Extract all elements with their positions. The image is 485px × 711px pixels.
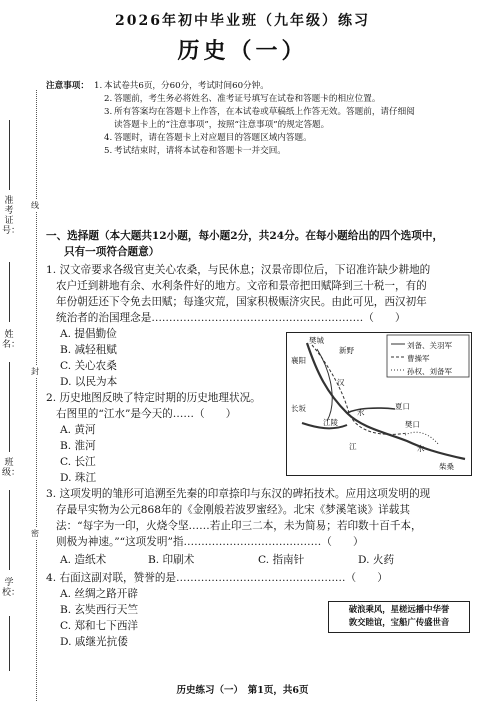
legend-entry: 曹操军	[407, 354, 430, 363]
historical-map	[286, 332, 472, 476]
binding-mark-secret: 密	[31, 529, 39, 538]
binding-dotted-line	[36, 90, 37, 701]
option-a[interactable]: A. 提倡勤俭	[60, 328, 117, 340]
option-c[interactable]: C. 关心农桑	[60, 360, 117, 372]
option-c[interactable]: C. 郑和七下西洋	[60, 620, 139, 632]
question-2-options	[60, 422, 96, 486]
option-d[interactable]: D. 火药	[358, 554, 395, 566]
map-label: 水	[357, 408, 365, 417]
option-d[interactable]: D. 珠江	[60, 472, 97, 484]
question-1-options	[60, 326, 117, 390]
option-b[interactable]: B. 玄奘西行天竺	[60, 604, 139, 616]
class-label: 班级：	[2, 458, 21, 478]
question-4: 4. 右面这副对联，赞誉的是…………………………………………（ ）	[46, 572, 388, 584]
map-label: 襄阳	[291, 356, 306, 365]
school-label: 学校：	[2, 578, 21, 598]
legend-entry: 刘备、关羽军	[407, 341, 452, 350]
option-d[interactable]: D. 戚继光抗倭	[60, 636, 128, 648]
subject-title: 历史（一）	[177, 38, 308, 64]
binding-mark-line: 线	[31, 201, 39, 210]
map-label: 新野	[339, 346, 354, 355]
map-label: 汉	[337, 378, 345, 387]
option-b[interactable]: B. 印刷术	[148, 554, 195, 566]
exam-number-label: 准考证号：	[2, 196, 21, 236]
map-label: 樊城	[309, 336, 324, 345]
map-label: 长坂	[291, 404, 306, 413]
section-heading: 一、选择题（本大题共12小题，每小题2分，共24分。在每小题给出的四个选项中， 只有一项符合题意）	[46, 230, 444, 258]
option-d[interactable]: D. 以民为本	[60, 376, 118, 388]
question-4-options	[60, 586, 138, 650]
notice-item: 答题前，考生务必将姓名、准考证号填写在试卷和答题卡的相应位置。	[114, 94, 381, 104]
map-label: 江陵	[323, 418, 338, 427]
map-label: 水	[417, 444, 425, 453]
notices-label: 注意事项：	[46, 81, 89, 91]
map-label: 江	[349, 442, 357, 451]
notice-item: 本试卷共6页，分60分，考试时间60分钟。	[104, 81, 269, 91]
notice-item: 所有答案均在答题卡上作答，在本试卷或草稿纸上作答无效。答题前，请仔细阅	[114, 107, 415, 117]
notices: 注意事项： 1. 本试卷共6页，分60分，考试时间60分钟。 2. 答题前，考生务必将姓名、准考证号填写在试卷和答题卡的相应位置。 3. 所有答案均在答题卡上作答，在本试卷或草稿纸上作答无效。答题前，请仔细阅 读答题卡上的“注意事项”，按照“注意事项”的规定答题。 4. 答题时，请在答题卡上对应题目的答题区域内答题。 5. 考试结束时，请将本试卷和答题卡一并交回。	[46, 80, 476, 158]
option-a[interactable]: A. 造纸术	[60, 554, 107, 566]
map-label: 夏口	[395, 402, 410, 411]
option-c[interactable]: C. 长江	[60, 456, 96, 468]
page-footer: 历史练习（一） 第1页，共6页	[176, 685, 309, 696]
question-1: 1. 汉文帝要求各级官吏关心农桑，与民休息；汉景帝即位后，下诏准许缺少耕地的 农户迁到耕地有余、水利条件好的地方。文帝和景帝把田赋降到三十税一，有的 年份朝廷还下令免去田赋；每逢灾荒，国家积极赈济灾民。由此可见，西汉初年 统治者的治国理念是……………………………………………………（ ）	[46, 264, 431, 324]
map-label: 柴桑	[439, 462, 454, 471]
notice-item: 读答题卡上的“注意事项”，按照“注意事项”的规定答题。	[114, 120, 330, 130]
notice-item: 答题时，请在答题卡上对应题目的答题区域内答题。	[114, 133, 312, 143]
question-2: 2. 历史地图反映了特定时期的历史地理状况。 右图里的“江水”是今天的……（ ）	[46, 392, 261, 420]
map-drawing	[287, 333, 471, 475]
legend-entry: 孙权、刘备军	[407, 367, 452, 376]
binding-mark-seal: 封	[31, 367, 39, 376]
option-c[interactable]: C. 指南针	[258, 554, 305, 566]
map-label: 樊口	[405, 420, 420, 429]
option-b[interactable]: B. 淮河	[60, 440, 96, 452]
notice-item: 考试结束时，请将本试卷和答题卡一并交回。	[114, 146, 286, 156]
option-b[interactable]: B. 减轻租赋	[60, 344, 117, 356]
couplet-box: 破浪乘风，星槎远播中华誉 敦交睦谊，宝船广传盛世音	[328, 601, 470, 633]
exam-title: 2026年初中毕业班（九年级）练习	[115, 13, 370, 29]
option-a[interactable]: A. 黄河	[60, 424, 96, 436]
option-a[interactable]: A. 丝绸之路开辟	[60, 588, 138, 600]
question-3-options	[60, 552, 460, 568]
name-label: 姓名：	[2, 330, 21, 350]
question-3: 3. 这项发明的雏形可追溯至先秦的印章捺印与东汉的碑拓技术。应用这项发明的现 存最早实物为公元868年的《金刚般若波罗蜜经》。北宋《梦溪笔谈》详载其 法：“每字为一印，火烧令坚……若止印三二本，未为简易；若印数十百千本， 则极为神速。”“这项发明”指…………………………………（ ）	[46, 488, 431, 548]
